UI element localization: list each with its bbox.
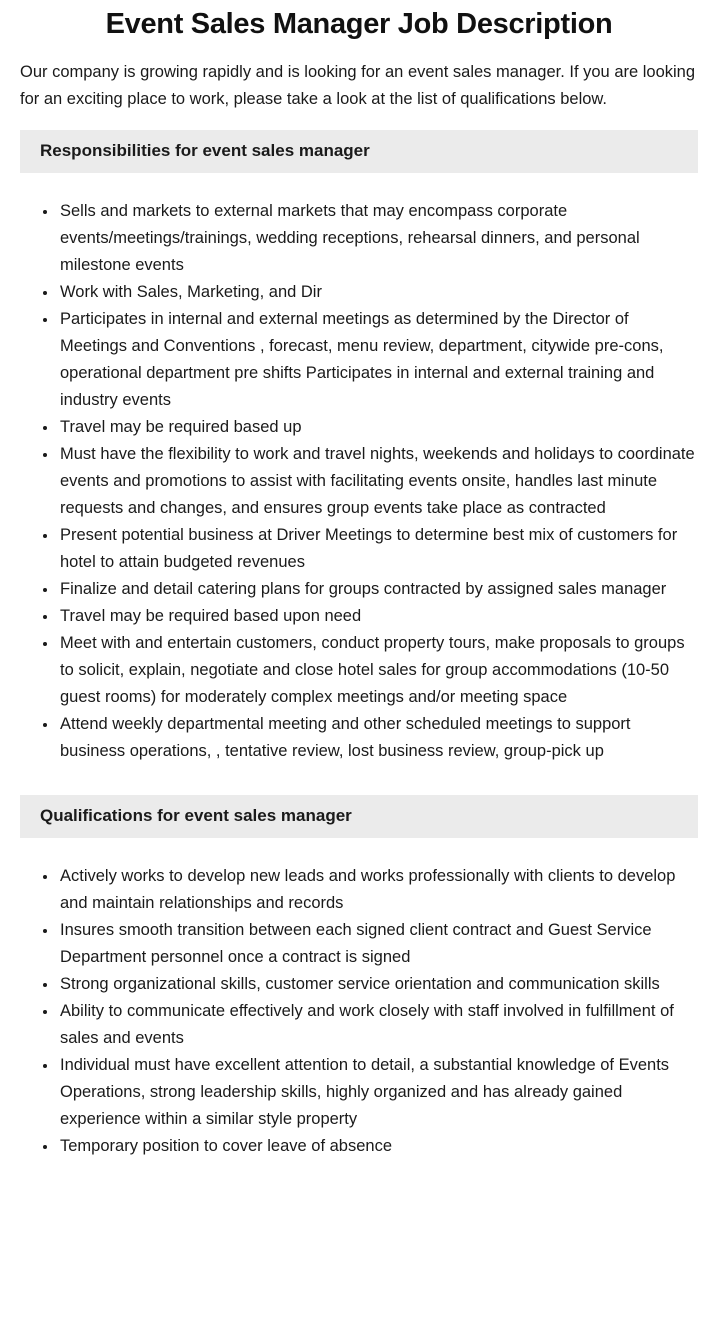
list-item: • Finalize and detail catering plans for groups contracted by assigned sales manager <box>58 576 698 603</box>
list-item: • Actively works to develop new leads and works professionally with clients to develop and maintain relationships and records <box>58 863 698 917</box>
intro-paragraph: Our company is growing rapidly and is looking for an event sales manager. If you are looking for an exciting place to work, please take a look at the list of qualifications below. <box>20 63 696 108</box>
list-item: • Travel may be required based up <box>58 414 698 441</box>
list-item: • Attend weekly departmental meeting and other scheduled meetings to support business operations, , tentative review, lost business review, group-pick up <box>58 711 698 765</box>
list-item: • Present potential business at Driver Meetings to determine best mix of customers for hotel to attain budgeted revenues <box>58 522 698 576</box>
section-qualifications <box>20 795 698 1160</box>
list-item: • Temporary position to cover leave of absence <box>58 1133 698 1160</box>
list-item: • Participates in internal and external meetings as determined by the Director of Meetings and Conventions , forecast, menu review, department, citywide pre-cons, operational department pre shifts Participates in internal and external training and industry events <box>58 306 698 414</box>
section-responsibilities <box>20 130 698 765</box>
list-item: • Strong organizational skills, customer service orientation and communication skills <box>58 971 698 998</box>
qualifications-list <box>20 863 698 1160</box>
list-item: • Must have the flexibility to work and travel nights, weekends and holidays to coordinate events and promotions to assist with facilitating events onsite, handles last minute requests and changes, and ensures group events take place as contracted <box>58 441 698 522</box>
list-item: • Individual must have excellent attention to detail, a substantial knowledge of Events Operations, strong leadership skills, highly organized and has already gained experience within a similar style property <box>58 1052 698 1133</box>
page-title: Event Sales Manager Job Description <box>105 8 613 40</box>
list-item: • Sells and markets to external markets that may encompass corporate events/meetings/trainings, wedding receptions, rehearsal dinners, and personal milestone events <box>58 198 698 279</box>
responsibilities-list <box>20 198 698 765</box>
responsibilities-section-heading: Responsibilities for event sales manager <box>20 130 698 173</box>
list-item: • Work with Sales, Marketing, and Dir <box>58 279 698 306</box>
qualifications-section-heading: Qualifications for event sales manager <box>20 795 698 838</box>
list-item: • Insures smooth transition between each signed client contract and Guest Service Department personnel once a contract is signed <box>58 917 698 971</box>
list-item: • Ability to communicate effectively and work closely with staff involved in fulfillment of sales and events <box>58 998 698 1052</box>
list-item: • Travel may be required based upon need <box>58 603 698 630</box>
job-description-page <box>0 8 720 1190</box>
list-item: • Meet with and entertain customers, conduct property tours, make proposals to groups to solicit, explain, negotiate and close hotel sales for group accommodations (10-50 guest rooms) for moderately complex meetings and/or meeting space <box>58 630 698 711</box>
